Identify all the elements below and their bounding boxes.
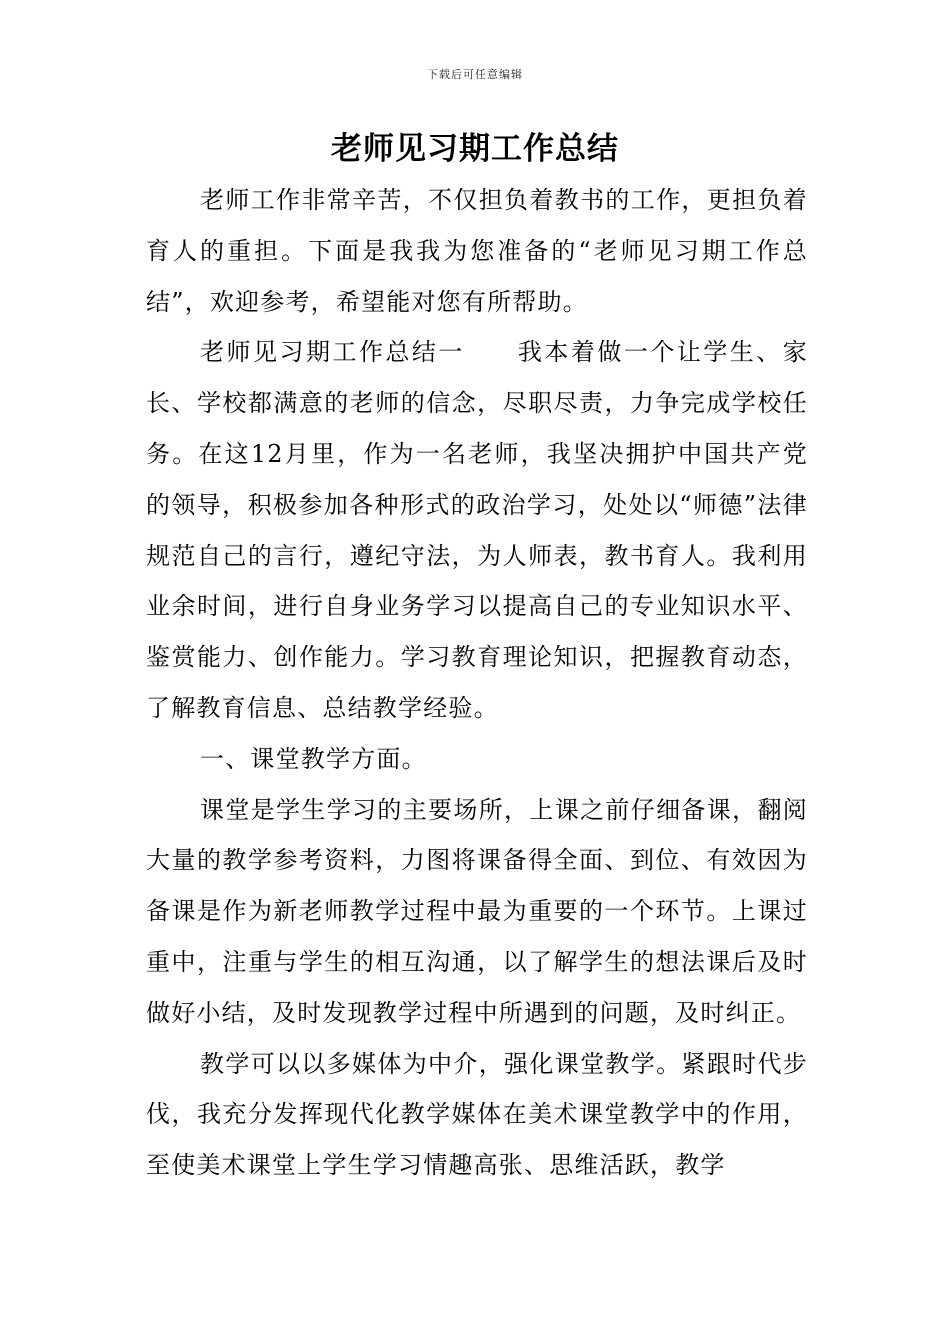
paragraph-multimedia: 教学可以以多媒体为中介，强化课堂教学。紧跟时代步伐，我充分发挥现代化教学媒体在美术课堂教学中的作用，至使美术课堂上学生学习情趣高张、思维活跃，教学 <box>146 1049 808 1180</box>
paragraph-classroom: 课堂是学生学习的主要场所，上课之前仔细备课，翻阅大量的教学参考资料，力图将课备得全面、到位、有效因为备课是作为新老师教学过程中最为重要的一个环节。上课过重中，注重与学生的相互沟通，以了解学生的想法课后及时做好小结，及时发现教学过程中所遇到的问题，及时纠正。 <box>146 795 808 1027</box>
paragraph-intro: 老师工作非常辛苦，不仅担负着教书的工作，更担负着育人的重担。下面是我我为您准备的“老师见习期工作总结”，欢迎参考，希望能对您有所帮助。 <box>146 186 808 316</box>
paragraph-summary-one: 老师见习期工作总结一 我本着做一个让学生、家长、学校都满意的老师的信念，尽职尽责，力争完成学校任务。在这12月里，作为一名老师，我坚决拥护中国共产党的领导，积极参加各种形式的政治学习，处处以“师德”法律规范自己的言行，遵纪守法，为人师表，教书育人。我利用业余时间，进行自身业务学习以提高自己的专业知识水平、鉴赏能力、创作能力。学习教育理论知识，把握教育动态，了解教育信息、总结教学经验。 <box>146 338 808 722</box>
header-note: 下载后可任意编辑 <box>427 68 523 81</box>
document-title: 老师见习期工作总结 <box>331 131 619 167</box>
section-heading-classroom: 一、课堂教学方面。 <box>200 744 427 773</box>
document-body <box>146 175 808 1191</box>
